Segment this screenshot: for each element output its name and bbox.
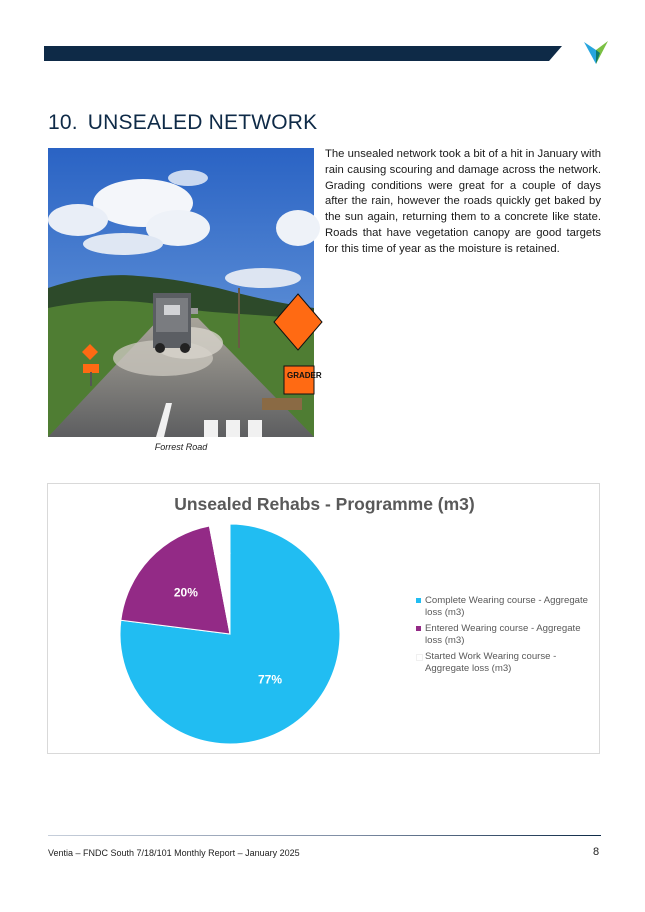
- legend-item-started: [416, 651, 596, 674]
- data-label-complete: 77%: [257, 672, 283, 687]
- legend-label-entered: Entered Wearing course - Aggregate loss (m3): [425, 623, 581, 646]
- road-photo: [48, 148, 322, 437]
- footer-divider: [48, 835, 601, 836]
- header-bar: [44, 46, 562, 61]
- body-paragraph: The unsealed network took a bit of a hit in January with rain causing scouring and damage across the network. Grading conditions were great for a couple of days after the rain, however the roads quickly get baked by the sun again, returning them to a concrete like state. Roads that have vegetation canopy are good targets for this time of year as the moisture is retained.: [325, 148, 601, 255]
- legend-label-started: Started Work Wearing course - Aggregate loss (m3): [425, 651, 557, 674]
- legend-swatch-started: [416, 654, 423, 661]
- photo-caption: Forrest Road: [154, 442, 208, 452]
- chart-title: Unsealed Rehabs - Programme (m3): [174, 494, 475, 514]
- footer-text: Ventia – FNDC South 7/18/101 Monthly Report – January 2025: [48, 848, 300, 858]
- legend-label-complete: Complete Wearing course - Aggregate loss (m3): [425, 595, 589, 618]
- data-label-entered: 20%: [173, 585, 198, 600]
- grader-sign-text: GRADER: [287, 371, 322, 380]
- page-title: [48, 111, 317, 135]
- legend-item-entered: [416, 623, 596, 646]
- section-number: 10.: [48, 111, 78, 134]
- legend-swatch-entered: [416, 626, 421, 631]
- legend-swatch-complete: [416, 598, 421, 603]
- page-number: 8: [593, 846, 600, 858]
- data-label-started: 3%: [213, 544, 231, 559]
- legend-item-complete: [416, 595, 596, 618]
- ventia-logo-icon: [584, 41, 608, 65]
- chart-legend: [416, 595, 596, 679]
- section-title-text: UNSEALED NETWORK: [87, 111, 318, 134]
- pie-chart: [47, 483, 600, 754]
